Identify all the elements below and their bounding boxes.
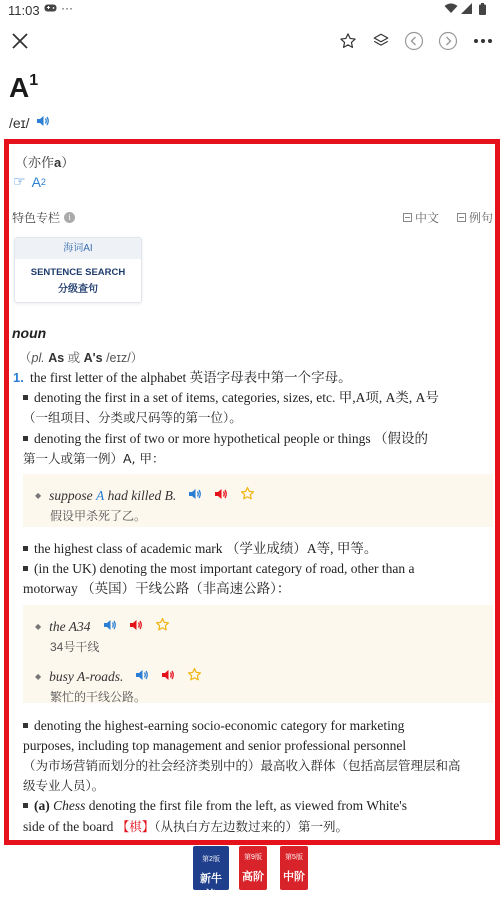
example-2-actions [103,617,170,636]
collapse-icon [403,213,412,222]
definition-3-text: denoting the first of two or more hypothetical people or things （假设的 [34,431,429,446]
example-3 [35,667,493,686]
homograph-number: 1 [29,71,39,89]
definition-7-label: (a) [34,798,50,813]
gamepad-icon [44,3,57,16]
gram-form-1: As [48,351,65,365]
star-icon[interactable] [335,28,361,54]
example-1 [35,486,493,505]
example-1-pre: suppose [49,487,93,503]
dictionary-switcher [0,846,504,901]
dictionary-content-panel[interactable] [4,139,500,845]
definition-7-line-1 [23,796,407,816]
book-edition: 第2版 [202,856,220,863]
ai-card-title: SENTENCE SEARCH [30,267,126,278]
definition-7-translation: （从执白方左边数过来的）第一列。 [154,819,349,834]
definition-7-line-2 [23,817,348,837]
plural-forms [19,348,143,366]
battery-icon [479,3,486,18]
book-title: 新牛津 [200,873,222,901]
gram-form-2: A's [83,351,103,365]
definition-6-line-3: （为市场营销而划分的社会经济类别中的）最高收入群体（包括高层管理层和高 [23,758,461,773]
gram-prefix: （ [19,351,32,365]
star-icon[interactable] [155,617,170,636]
next-icon[interactable] [435,28,461,54]
example-1-headword: A [96,487,105,503]
headword [9,72,38,104]
xref-number: 2 [40,176,46,187]
prev-icon[interactable] [401,28,427,54]
ai-card-subtitle: 分级查句 [58,284,98,295]
ai-sentence-search-card[interactable] [14,237,142,303]
headword-text: A [9,72,30,103]
definition-3-line-1 [23,429,428,449]
speaker-icon[interactable] [188,487,202,505]
bullet [23,723,28,728]
hand-pointer-icon: ☞ [13,173,26,189]
book-intermediate[interactable] [280,846,308,890]
definition-6-text: denoting the highest-earning socio-economic category for marketing [34,718,405,733]
gram-or: 或 [64,351,84,365]
status-bar [0,0,504,20]
bullet [23,395,28,400]
speaker-icon[interactable] [161,668,175,686]
example-3-text: busy A-roads. [49,668,124,684]
layers-icon[interactable] [368,28,394,54]
book-advanced[interactable] [239,846,267,890]
examples-toggle[interactable] [457,209,493,226]
status-more: ··· [61,1,73,15]
speaker-icon[interactable] [214,487,228,505]
chinese-toggle[interactable] [403,209,439,226]
xref-word: A [31,173,41,190]
book-title: 中阶 [283,871,305,883]
definition-5-line-1 [23,559,415,579]
variant-suffix: ） [61,155,75,170]
pronunciation [9,114,50,131]
status-time: 11:03 [8,3,40,18]
ai-tab-label: 海词AI [15,238,141,259]
bullet [23,566,28,571]
speaker-icon[interactable] [103,618,117,636]
examples-toggle-label: 例句 [469,211,494,225]
bullet [23,436,28,441]
example-3-actions [135,667,202,686]
close-icon[interactable] [7,28,33,54]
ipa-text: /eɪ/ [9,114,30,131]
part-of-speech: noun [12,325,47,341]
gram-pl-label: pl. [31,351,45,365]
definition-2-line-2: （一组项目、分类或尺码等的第一位）。 [23,410,242,425]
diamond-bullet: ◆ [35,491,42,500]
definition-2-text: denoting the first in a set of items, categories, sizes, etc. 甲,A项, A类, A号 [34,390,439,405]
diamond-bullet: ◆ [35,622,42,631]
gram-ipa: /eɪz/） [102,351,144,365]
definition-4 [23,539,377,559]
book-edition: 第9版 [244,854,262,861]
example-1-actions [188,486,255,505]
definition-6-line-4: 级专业人员）。 [23,778,105,793]
book-title: 高阶 [242,871,264,883]
variant-note [15,152,74,171]
feature-title-text: 特色专栏 [12,211,61,225]
variant-prefix: （亦作 [15,155,55,170]
example-box-2 [23,605,493,703]
definition-5-text: (in the UK) denoting the most important category of road, other than a [34,561,415,576]
collapse-icon [457,213,466,222]
variant-word: a [54,155,62,170]
star-icon[interactable] [240,486,255,505]
signal-icon [461,3,473,17]
bullet [23,803,28,808]
definition-2-line-1 [23,388,439,408]
feature-section-title [12,209,75,226]
example-1-translation: 假设甲杀死了乙。 [50,509,147,523]
wifi-icon [444,3,458,17]
bullet [23,546,28,551]
speaker-icon[interactable] [135,668,149,686]
sense-number: 1. [13,370,24,385]
definition-6-line-1 [23,716,404,736]
definition-3-line-2: 第一人或第一例）A, 甲： [23,451,165,466]
speaker-icon[interactable] [129,618,143,636]
book-new-oxford[interactable] [193,846,229,901]
example-2 [35,617,493,636]
diamond-bullet: ◆ [35,672,42,681]
definition-7-domain: Chess [53,798,86,813]
definition-1: the first letter of the alphabet 英语字母表中第一个字母。 [30,370,352,385]
chinese-toggle-label: 中文 [415,211,440,225]
top-toolbar [0,22,504,58]
example-3-translation: 繁忙的干线公路。 [50,690,147,704]
definition-7-text-2: side of the board [23,819,117,834]
cross-reference-link[interactable] [13,173,46,190]
domain-tag: 【棋】 [116,819,155,834]
example-box-1 [23,474,493,527]
more-icon[interactable] [470,28,496,54]
book-edition: 第5版 [285,854,303,861]
example-2-text: the A34 [49,618,91,634]
example-2-translation: 34号干线 [50,640,100,654]
example-1-post: had killed B. [107,487,177,503]
definition-7-text: denoting the first file from the left, as viewed from White's [85,798,407,813]
definition-4-text: the highest class of academic mark （学业成绩）A等, 甲等。 [34,541,378,556]
star-icon[interactable] [187,667,202,686]
definition-6-line-2: purposes, including top management and senior professional personnel [23,738,407,753]
definition-5-line-2: motorway （英国）干线公路（非高速公路）： [23,581,291,596]
speaker-icon[interactable] [36,114,50,131]
info-icon[interactable]: i [64,212,75,223]
